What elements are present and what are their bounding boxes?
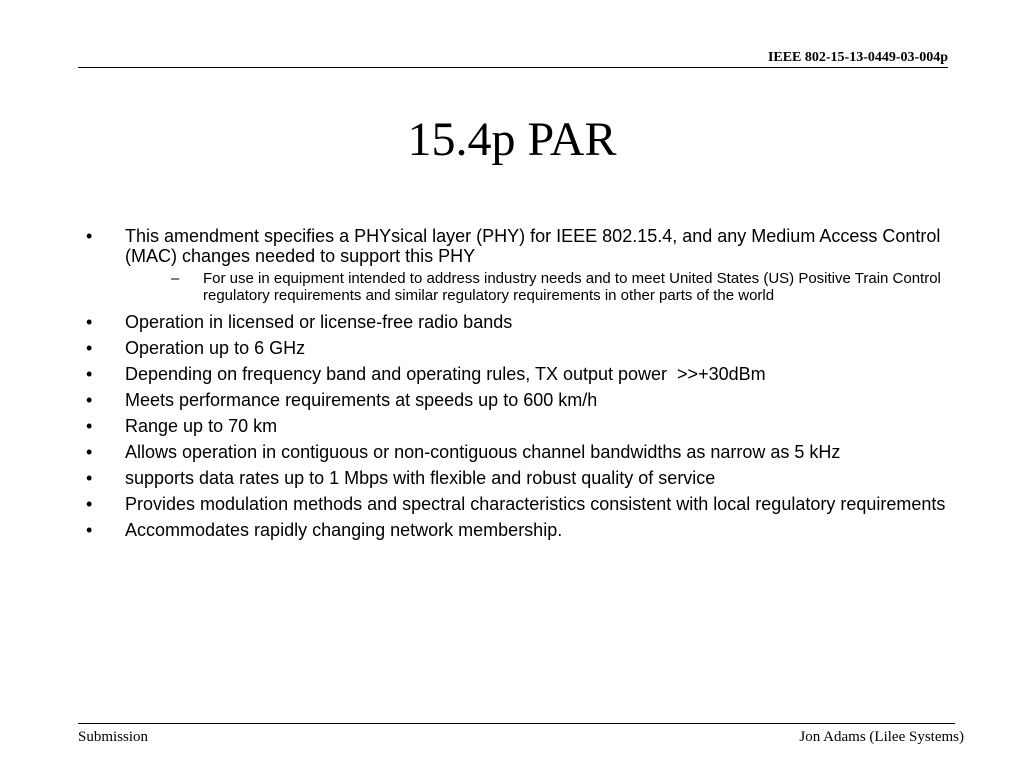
bullet-item xyxy=(86,364,956,384)
bullet-text: Accommodates rapidly changing network membership. xyxy=(125,520,563,540)
bullet-text: Allows operation in contiguous or non-contiguous channel bandwidths as narrow as 5 kHz xyxy=(125,442,841,462)
footer-submission: Submission xyxy=(78,729,149,745)
bullet-item xyxy=(86,520,956,540)
bullet-text: Operation up to 6 GHz xyxy=(125,338,306,358)
bullet-mark: • xyxy=(86,312,93,332)
bullet-mark: • xyxy=(86,416,93,436)
bullet-mark: • xyxy=(86,494,93,514)
bullet-item xyxy=(86,442,956,462)
bullet-list xyxy=(86,226,956,546)
bullet-mark: • xyxy=(86,468,93,488)
header-divider xyxy=(78,67,948,68)
bullet-mark: • xyxy=(86,364,93,384)
slide-title: 15.4p PAR xyxy=(407,113,617,166)
bullet-item xyxy=(86,416,956,436)
bullet-mark: • xyxy=(86,520,93,540)
bullet-mark: • xyxy=(86,226,93,246)
bullet-item xyxy=(86,468,956,488)
footer-divider xyxy=(78,723,955,724)
bullet-mark: • xyxy=(86,442,93,462)
sub-bullet-item xyxy=(171,270,948,304)
bullet-text: Provides modulation methods and spectral characteristics consistent with local regulatory requirements xyxy=(125,494,946,514)
bullet-text: Depending on frequency band and operating rules, TX output power >>+30dBm xyxy=(125,364,766,384)
sub-bullet-mark: – xyxy=(171,270,180,287)
bullet-text: supports data rates up to 1 Mbps with flexible and robust quality of service xyxy=(125,468,716,488)
bullet-text: This amendment specifies a PHYsical layer (PHY) for IEEE 802.15.4, and any Medium Access Control (MAC) changes needed to support this PHY xyxy=(125,226,941,266)
bullet-item xyxy=(86,338,956,358)
bullet-mark: • xyxy=(86,338,93,358)
bullet-text: Range up to 70 km xyxy=(125,416,278,436)
bullet-text: Meets performance requirements at speeds up to 600 km/h xyxy=(125,390,598,410)
bullet-text: Operation in licensed or license-free radio bands xyxy=(125,312,513,332)
bullet-mark: • xyxy=(86,390,93,410)
bullet-item xyxy=(86,390,956,410)
footer-author: Jon Adams (Lilee Systems) xyxy=(799,729,964,745)
document-id: IEEE 802-15-13-0449-03-004p xyxy=(767,50,948,65)
bullet-item xyxy=(86,226,956,266)
bullet-item xyxy=(86,312,956,332)
bullet-item xyxy=(86,494,956,514)
sub-bullet-text: For use in equipment intended to address industry needs and to meet United States (US) Positive Train Control regulatory requirements and similar regulatory requirements in other parts of the world xyxy=(203,270,941,304)
